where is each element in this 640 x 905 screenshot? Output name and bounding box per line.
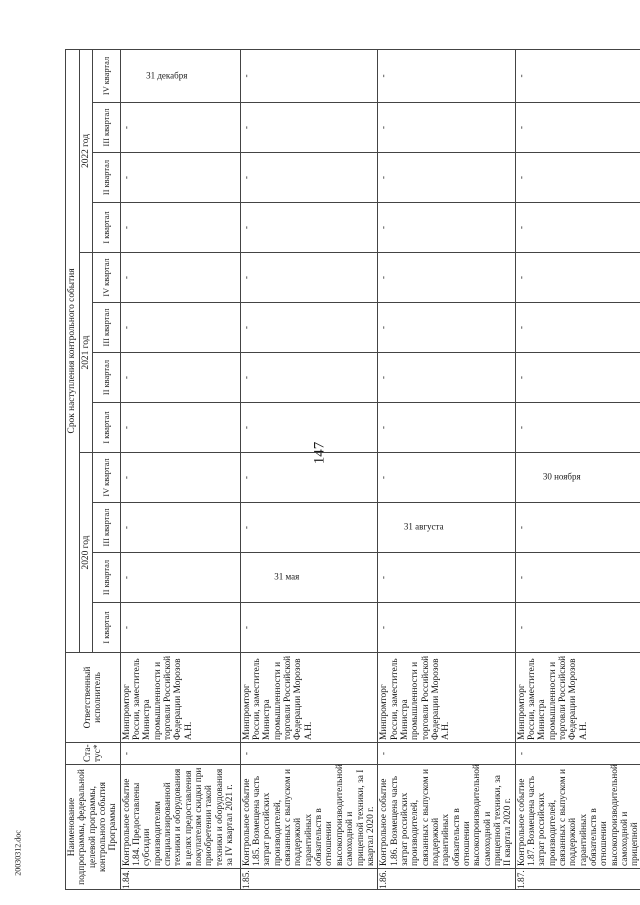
table-row [378, 49, 515, 889]
date-value: - [516, 375, 527, 380]
date-cell [240, 503, 377, 553]
date-value: - [241, 325, 252, 330]
date-value: 30 ноября [542, 471, 581, 482]
date-cell [120, 353, 240, 403]
date-cell [378, 553, 515, 603]
header-quarter: I квартал [93, 603, 121, 653]
date-cell [120, 603, 240, 653]
date-cell [240, 353, 377, 403]
date-cell [378, 153, 515, 203]
date-value: - [379, 625, 390, 630]
header-quarter: III квартал [93, 303, 121, 353]
date-value: - [379, 175, 390, 180]
date-cell [378, 603, 515, 653]
event-name: Контрольное событие 1.86. Возмещена часть затрат российских производителей, связанных с выпуском и поддержкой гарантийных обязательств в отношении высокопроизводительной самоходной и прицепной техники, за II квартал 2020 г. [378, 765, 515, 869]
date-cell [515, 553, 640, 603]
event-name: Контрольное событие 1.84. Предоставлены субсидии производителям специализированной техники и оборудования в целях предоставления покупателям скидки при приобретении такой техники и оборудования за IV квартал 2021 г. [120, 765, 240, 869]
date-value: - [516, 175, 527, 180]
status-cell: - [240, 743, 377, 765]
date-cell [240, 253, 377, 303]
header-quarter: IV квартал [93, 49, 121, 102]
header-quarter: II квартал [93, 353, 121, 403]
date-value: - [516, 225, 527, 230]
header-year-2021: 2021 год [79, 253, 93, 453]
date-cell [515, 253, 640, 303]
date-cell [515, 103, 640, 153]
header-quarter: I квартал [93, 203, 121, 253]
header-quarter: IV квартал [93, 253, 121, 303]
date-cell [120, 103, 240, 153]
date-value: - [241, 425, 252, 430]
date-value: - [121, 225, 132, 230]
date-value: - [379, 225, 390, 230]
date-value: - [379, 425, 390, 430]
header-year-2022: 2022 год [79, 49, 93, 252]
date-value: - [516, 74, 527, 78]
date-value: - [241, 125, 252, 130]
date-value: - [121, 375, 132, 380]
date-cell [515, 303, 640, 353]
executor-cell: Минпромторг России, заместитель Министра промышленности и торговли Российской Федерации Морозов А.Н. [378, 653, 515, 743]
date-value: - [121, 425, 132, 430]
date-value: - [121, 475, 132, 480]
date-cell [515, 353, 640, 403]
table-row [515, 49, 640, 889]
date-value: - [121, 575, 132, 580]
executor-cell: Минпромторг России, заместитель Министра промышленности и торговли Российской Федерации Морозов А.Н. [240, 653, 377, 743]
date-cell [515, 503, 640, 553]
table-body [120, 49, 640, 889]
date-cell [240, 103, 377, 153]
date-value: - [516, 125, 527, 130]
date-value: - [121, 325, 132, 330]
control-events-table [65, 49, 640, 890]
date-value: - [379, 575, 390, 580]
date-cell [120, 453, 240, 503]
header-period: Срок наступления контрольного события [66, 49, 80, 652]
date-value: - [241, 525, 252, 530]
event-name: Контрольное событие 1.85. Возмещена часть затрат российских производителей, связанных с выпуском и поддержкой гарантийных обязательств в отношении высокопроизводительной самоходной и прицепной техники, за I квартал 2020 г. [240, 765, 377, 869]
date-cell [120, 253, 240, 303]
date-cell [378, 103, 515, 153]
date-value: - [516, 325, 527, 330]
rotated-table-container [65, 50, 640, 890]
date-value: - [516, 625, 527, 630]
date-cell [240, 303, 377, 353]
date-cell [378, 303, 515, 353]
date-cell [515, 49, 640, 102]
header-quarter: I квартал [93, 403, 121, 453]
date-value: - [241, 375, 252, 380]
date-cell [515, 153, 640, 203]
date-value: - [121, 125, 132, 130]
event-name: Контрольное событие 1.87. Возмещена часть затрат российских производителей, связанных с выпуском и поддержкой гарантийных обязательств в отношении высокопроизводительной самоходной и прицепной [515, 765, 640, 869]
row-number: 1.85. [240, 869, 377, 890]
status-cell: - [515, 743, 640, 765]
header-year-2020: 2020 год [79, 453, 93, 653]
date-cell [120, 553, 240, 603]
date-value: - [379, 275, 390, 280]
date-cell [120, 49, 240, 102]
date-cell [378, 453, 515, 503]
date-cell [120, 153, 240, 203]
date-value: - [121, 175, 132, 180]
date-cell [120, 403, 240, 453]
date-cell [120, 303, 240, 353]
header-quarter: III квартал [93, 503, 121, 553]
header-quarter: III квартал [93, 103, 121, 153]
date-value: - [516, 525, 527, 530]
date-cell [515, 203, 640, 253]
date-value: 31 мая [273, 571, 299, 582]
date-value: - [379, 375, 390, 380]
date-value: - [241, 175, 252, 180]
date-value: - [241, 225, 252, 230]
date-cell [515, 603, 640, 653]
date-cell [240, 153, 377, 203]
header-quarter: II квартал [93, 553, 121, 603]
date-cell [240, 553, 377, 603]
date-value: - [379, 125, 390, 130]
date-cell [120, 503, 240, 553]
date-cell [240, 403, 377, 453]
status-cell: - [378, 743, 515, 765]
executor-cell: Минпромторг России, заместитель Министра промышленности и торговли Российской Федерации Морозов А.Н. [120, 653, 240, 743]
date-cell [378, 403, 515, 453]
date-value: 31 декабря [145, 70, 188, 81]
row-number: 1.84. [120, 869, 240, 890]
row-number: 1.87. [515, 869, 640, 890]
table-row [240, 49, 377, 889]
date-value: - [379, 325, 390, 330]
footer-filename: 2003031‍2.doc [13, 830, 23, 876]
date-cell [378, 49, 515, 102]
date-value: - [241, 275, 252, 280]
header-executor: Ответственный исполнитель [66, 653, 121, 743]
date-value: - [121, 275, 132, 280]
header-quarter: II квартал [93, 153, 121, 203]
header-quarter: IV квартал [93, 453, 121, 503]
date-cell [378, 353, 515, 403]
date-value: 31 августа [404, 521, 444, 532]
page-number: 147 [311, 441, 328, 465]
date-cell [515, 453, 640, 503]
date-cell [378, 203, 515, 253]
date-value: - [379, 475, 390, 480]
date-value: - [516, 575, 527, 580]
date-cell [378, 503, 515, 553]
date-cell [240, 603, 377, 653]
header-status: Ста- тус* [66, 743, 121, 765]
date-cell [378, 253, 515, 303]
date-cell [240, 49, 377, 102]
date-cell [515, 403, 640, 453]
date-value: - [516, 425, 527, 430]
date-value: - [241, 475, 252, 480]
date-value: - [121, 525, 132, 530]
date-cell [120, 203, 240, 253]
status-cell: - [120, 743, 240, 765]
date-value: - [241, 625, 252, 630]
row-number: 1.86. [378, 869, 515, 890]
table-row [120, 49, 240, 889]
date-value: - [516, 275, 527, 280]
date-cell [240, 453, 377, 503]
date-cell [240, 203, 377, 253]
executor-cell: Минпромторг России, заместитель Министра промышленности и торговли Российской Федерации Морозов А.Н. [515, 653, 640, 743]
date-value: - [379, 74, 390, 78]
date-value: - [121, 625, 132, 630]
header-name: Наименование подпрограммы, федеральной целевой программы, контрольного события Программы [66, 765, 121, 890]
date-value: - [241, 74, 252, 78]
